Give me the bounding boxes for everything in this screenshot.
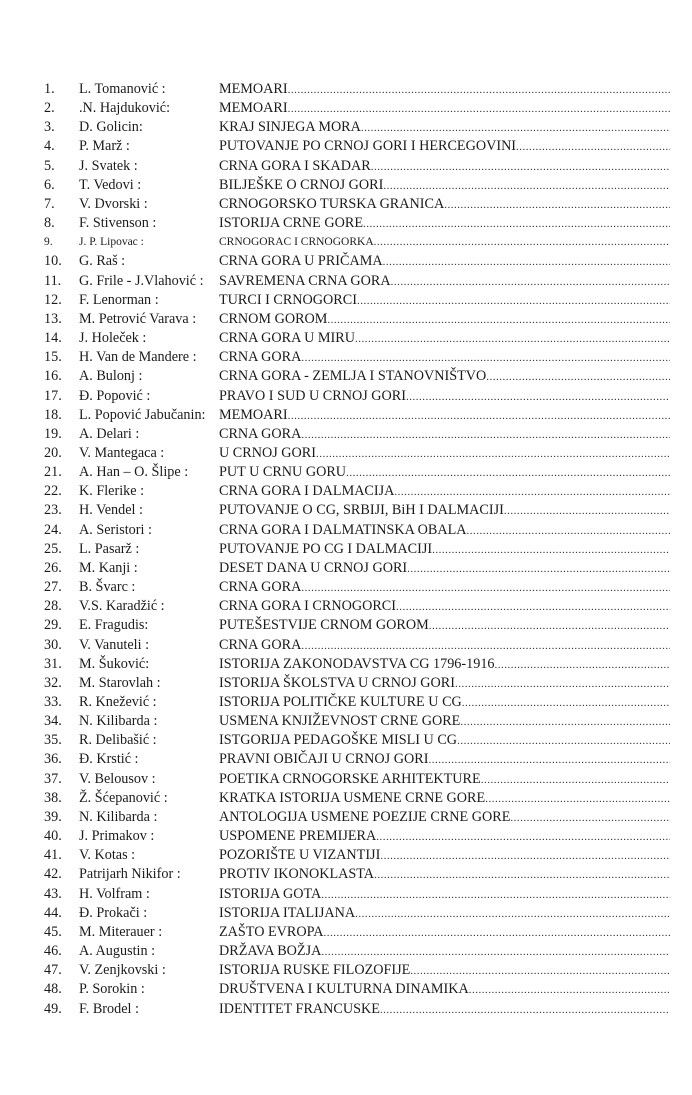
list-item — [0, 655, 692, 674]
item-title-line — [219, 540, 670, 560]
item-number: 14. — [44, 330, 62, 347]
item-author: B. Švarc : — [79, 579, 136, 596]
item-number: 26. — [44, 559, 62, 576]
list-item — [0, 789, 692, 808]
item-author: N. Kilibarda : — [79, 808, 158, 825]
item-title-line — [219, 827, 670, 847]
dot-leader — [301, 637, 670, 656]
item-number: 36. — [44, 751, 62, 768]
item-number: 16. — [44, 368, 62, 385]
dot-leader — [396, 598, 670, 617]
item-title-line — [219, 367, 670, 387]
dot-leader — [361, 119, 670, 138]
item-author: J. Holeček : — [79, 330, 147, 347]
list-item — [0, 214, 692, 233]
list-item — [0, 1000, 692, 1019]
dot-leader — [485, 790, 670, 809]
item-title-line — [219, 674, 670, 694]
dot-leader — [495, 656, 670, 675]
item-number: 46. — [44, 943, 62, 960]
book-list — [0, 80, 692, 1019]
item-number: 45. — [44, 923, 62, 940]
dot-leader — [380, 847, 670, 866]
list-item — [0, 750, 692, 769]
item-number: 49. — [44, 1000, 62, 1017]
item-title-line — [219, 252, 670, 272]
item-author: A. Han – O. Šlipe : — [79, 464, 189, 481]
item-title: CRNA GORA U MIRU — [219, 330, 355, 347]
item-number: 1. — [44, 81, 55, 97]
item-number: 22. — [44, 483, 62, 500]
item-title: KRATKA ISTORIJA USMENE CRNE GORE — [219, 789, 486, 806]
item-title: ISTORIJA ŠKOLSTVA U CRNOJ GORI — [219, 674, 455, 691]
dot-leader — [406, 388, 670, 407]
list-item — [0, 137, 692, 156]
item-title-line — [219, 655, 670, 675]
item-title: IDENTITET FRANCUSKE — [219, 1000, 380, 1017]
item-title-line — [219, 712, 670, 732]
item-title: CRNOGORAC I CRNOGORKA — [219, 236, 374, 249]
dot-leader — [457, 732, 670, 751]
item-title: ISTORIJA GOTA — [219, 885, 322, 902]
list-item — [0, 923, 692, 942]
dot-leader — [410, 962, 670, 981]
item-number: 37. — [44, 770, 62, 787]
item-title-line — [219, 463, 670, 483]
item-title: USPOMENE PREMIJERA — [219, 828, 377, 845]
item-author: P. Marž : — [79, 138, 130, 155]
item-title: TURCI I CRNOGORCI — [219, 291, 357, 308]
dot-leader — [481, 771, 670, 790]
item-title-line — [219, 214, 670, 234]
item-number: 6. — [44, 176, 55, 193]
dot-leader — [486, 368, 670, 387]
item-title-line — [219, 387, 670, 407]
list-item — [0, 291, 692, 310]
list-item — [0, 233, 692, 252]
item-number: 3. — [44, 119, 55, 136]
dot-leader — [516, 138, 670, 157]
item-title: CRNA GORA I CRNOGORCI — [219, 598, 396, 615]
item-number: 9. — [44, 236, 53, 249]
dot-leader — [355, 330, 670, 349]
item-title-line — [219, 865, 670, 885]
list-item — [0, 885, 692, 904]
dot-leader — [407, 560, 670, 579]
item-author: R. Knežević : — [79, 694, 157, 710]
item-author: .N. Hajduković: — [79, 100, 171, 117]
dot-leader — [455, 675, 670, 694]
list-item — [0, 80, 692, 99]
item-title: KRAJ SINJEGA MORA — [219, 119, 361, 136]
item-title-line — [219, 942, 670, 962]
list-item — [0, 865, 692, 884]
item-title: PRAVNI OBIČAJI U CRNOJ GORI — [219, 751, 429, 768]
item-title: DRŽAVA BOŽJA — [219, 943, 322, 960]
list-item — [0, 406, 692, 425]
dot-leader — [510, 809, 670, 828]
dot-leader — [321, 943, 670, 962]
dot-leader — [301, 426, 670, 445]
item-title: PUTOVANJE O CG, SRBIJI, BiH I DALMACIJI — [219, 502, 504, 519]
dot-leader — [371, 158, 670, 177]
list-item — [0, 272, 692, 291]
list-item — [0, 463, 692, 482]
item-author: F. Brodel : — [79, 1000, 139, 1017]
dot-leader — [380, 1001, 670, 1020]
item-title-line — [219, 885, 670, 905]
item-author: L. Tomanović : — [79, 81, 166, 97]
item-author: A. Delari : — [79, 425, 140, 442]
dot-leader — [444, 196, 670, 215]
dot-leader — [301, 349, 670, 368]
item-title: PRAVO I SUD U CRNOJ GORI — [219, 387, 406, 404]
item-author: A. Bulonj : — [79, 368, 143, 385]
item-author: F. Stivenson : — [79, 215, 157, 232]
item-number: 20. — [44, 444, 62, 461]
item-title: U CRNOJ GORI — [219, 444, 316, 461]
item-author: L. Pasarž : — [79, 540, 140, 557]
list-item — [0, 559, 692, 578]
item-author: V. Dvorski : — [79, 195, 148, 212]
item-title-line — [219, 99, 670, 119]
item-number: 24. — [44, 521, 62, 538]
item-title-line — [219, 923, 670, 943]
item-title: MEMOARI — [219, 406, 288, 423]
item-author: H. Vendel : — [79, 502, 143, 519]
item-title: PUTOVANJE PO CRNOJ GORI I HERCEGOVINI — [219, 138, 517, 155]
item-title-line — [219, 789, 670, 809]
item-number: 34. — [44, 713, 62, 730]
item-title: CRNOGORSKO TURSKA GRANICA — [219, 195, 445, 212]
item-number: 10. — [44, 253, 62, 270]
item-number: 32. — [44, 674, 62, 691]
list-item — [0, 501, 692, 520]
item-number: 23. — [44, 502, 62, 519]
item-title: ISTGORIJA PEDAGOŠKE MISLI U CG — [219, 732, 458, 749]
item-number: 4. — [44, 138, 55, 155]
item-title: CRNA GORA - ZEMLJA I STANOVNIŠTVO — [219, 368, 487, 385]
item-author: V. Zenjkovski : — [79, 962, 166, 979]
list-item — [0, 942, 692, 961]
dot-leader — [432, 541, 670, 560]
item-title-line — [219, 80, 670, 100]
item-title-line — [219, 406, 670, 426]
item-number: 5. — [44, 157, 55, 174]
item-number: 2. — [44, 100, 55, 117]
item-title: ANTOLOGIJA USMENE POEZIJE CRNE GORE — [219, 808, 511, 825]
item-title: ZAŠTO EVROPA — [219, 923, 324, 940]
item-number: 7. — [44, 195, 55, 212]
item-title-line — [219, 233, 670, 252]
item-author: Đ. Prokači : — [79, 904, 148, 921]
list-item — [0, 731, 692, 750]
item-author: M. Petrović Varava : — [79, 310, 197, 327]
list-item — [0, 157, 692, 176]
item-title-line — [219, 559, 670, 579]
item-author: V. Vanuteli : — [79, 636, 150, 653]
dot-leader — [394, 483, 670, 502]
list-item — [0, 770, 692, 789]
item-number: 15. — [44, 349, 62, 366]
list-item — [0, 616, 692, 635]
item-title: DESET DANA U CRNOJ GORI — [219, 559, 408, 576]
item-title-line — [219, 521, 670, 541]
list-item — [0, 425, 692, 444]
item-title-line — [219, 636, 670, 656]
dot-leader — [363, 215, 670, 234]
item-number: 18. — [44, 406, 62, 423]
item-title-line — [219, 597, 670, 617]
item-author: V.S. Karadžić : — [79, 598, 165, 615]
item-number: 28. — [44, 598, 62, 615]
list-item — [0, 482, 692, 501]
item-title: ISTORIJA CRNE GORE — [219, 215, 363, 232]
item-title: PROTIV IKONOKLASTA — [219, 866, 375, 883]
item-title-line — [219, 846, 670, 866]
list-item — [0, 904, 692, 923]
dot-leader — [383, 177, 670, 196]
item-title-line — [219, 444, 670, 464]
item-number: 38. — [44, 789, 62, 806]
item-title: SAVREMENA CRNA GORA — [219, 272, 391, 289]
item-title: CRNA GORA — [219, 636, 302, 653]
item-number: 12. — [44, 291, 62, 308]
item-title-line — [219, 291, 670, 311]
item-title: CRNA GORA — [219, 425, 302, 442]
item-number: 8. — [44, 215, 55, 232]
list-item — [0, 712, 692, 731]
item-number: 27. — [44, 579, 62, 596]
item-number: 11. — [44, 272, 62, 289]
item-title-line — [219, 482, 670, 502]
item-title-line — [219, 425, 670, 445]
item-author: Ž. Šćepanović : — [79, 789, 168, 806]
item-title-line — [219, 980, 670, 1000]
list-item — [0, 674, 692, 693]
item-title-line — [219, 1000, 670, 1020]
item-author: G. Frile - J.Vlahović : — [79, 272, 204, 289]
item-number: 31. — [44, 655, 62, 672]
item-title-line — [219, 310, 670, 330]
item-title: CRNA GORA — [219, 349, 302, 366]
item-title-line — [219, 961, 670, 981]
item-author: M. Šuković: — [79, 655, 150, 672]
item-title: ISTORIJA POLITIČKE KULTURE U CG — [219, 694, 462, 710]
item-title: PUTEŠESTVIJE CRNOM GOROM — [219, 617, 429, 634]
item-author: R. Delibašić : — [79, 732, 157, 749]
item-title-line — [219, 731, 670, 751]
item-author: Đ. Krstić : — [79, 751, 139, 768]
item-title: PUT U CRNU GORU — [219, 464, 347, 481]
item-title: MEMOARI — [219, 81, 288, 97]
item-title-line — [219, 808, 670, 828]
item-number: 13. — [44, 310, 62, 327]
item-number: 33. — [44, 694, 62, 710]
dot-leader — [321, 886, 670, 905]
item-author: M. Starovlah : — [79, 674, 161, 691]
item-author: E. Fragudis: — [79, 617, 149, 634]
item-number: 19. — [44, 425, 62, 442]
item-number: 41. — [44, 847, 62, 864]
item-author: A. Seristori : — [79, 521, 152, 538]
item-author: D. Golicin: — [79, 119, 143, 136]
list-item — [0, 387, 692, 406]
item-author: V. Mantegaca : — [79, 444, 165, 461]
item-author: M. Kanji : — [79, 559, 138, 576]
item-title-line — [219, 272, 670, 292]
item-title-line — [219, 157, 670, 177]
item-number: 43. — [44, 885, 62, 902]
item-author: J. Primakov : — [79, 828, 155, 845]
list-item — [0, 827, 692, 846]
item-title: CRNA GORA I DALMACIJA — [219, 483, 395, 500]
dot-leader — [357, 292, 670, 311]
item-title-line — [219, 616, 670, 636]
item-author: G. Raš : — [79, 253, 126, 270]
item-author: M. Miterauer : — [79, 923, 163, 940]
list-item — [0, 329, 692, 348]
item-title: POZORIŠTE U VIZANTIJI — [219, 847, 381, 864]
item-author: V. Kotas : — [79, 847, 136, 864]
item-title: ISTORIJA ZAKONODAVSTVA CG 1796-1916 — [219, 655, 495, 672]
item-number: 29. — [44, 617, 62, 634]
dot-leader — [504, 502, 670, 521]
list-item — [0, 961, 692, 980]
item-title: ISTORIJA ITALIJANA — [219, 904, 356, 921]
list-item — [0, 176, 692, 195]
item-number: 35. — [44, 732, 62, 749]
dot-leader — [327, 311, 670, 330]
item-title: BILJEŠKE O CRNOJ GORI — [219, 176, 384, 193]
dot-leader — [428, 751, 670, 770]
item-author: T. Vedovi : — [79, 176, 142, 193]
item-title-line — [219, 176, 670, 196]
item-number: 25. — [44, 540, 62, 557]
item-title: CRNOM GOROM — [219, 310, 328, 327]
list-item — [0, 846, 692, 865]
item-author: L. Popović Jabučanin: — [79, 406, 206, 423]
list-item — [0, 578, 692, 597]
item-title-line — [219, 329, 670, 349]
item-title: USMENA KNJIŽEVNOST CRNE GORE — [219, 713, 461, 730]
item-author: F. Lenorman : — [79, 291, 159, 308]
item-number: 21. — [44, 464, 62, 481]
list-item — [0, 310, 692, 329]
item-title-line — [219, 904, 670, 924]
item-title: CRNA GORA — [219, 579, 302, 596]
list-item — [0, 444, 692, 463]
dot-leader — [301, 579, 670, 598]
dot-leader — [469, 981, 670, 1000]
item-number: 17. — [44, 387, 62, 404]
dot-leader — [383, 253, 670, 272]
item-title: ISTORIJA RUSKE FILOZOFIJE — [219, 962, 411, 979]
item-title: POETIKA CRNOGORSKE ARHITEKTURE — [219, 770, 481, 787]
item-author: V. Belousov : — [79, 770, 156, 787]
item-author: J. P. Lipovac : — [79, 236, 144, 249]
item-title: CRNA GORA I DALMATINSKA OBALA — [219, 521, 467, 538]
list-item — [0, 99, 692, 118]
dot-leader — [288, 100, 670, 119]
item-author: H. Van de Mandere : — [79, 349, 197, 366]
item-author: P. Sorokin : — [79, 981, 145, 998]
dot-leader — [460, 713, 670, 732]
item-title-line — [219, 750, 670, 770]
dot-leader — [376, 828, 670, 847]
list-item — [0, 693, 692, 712]
item-number: 30. — [44, 636, 62, 653]
dot-leader — [288, 407, 670, 426]
list-item — [0, 980, 692, 999]
item-title: CRNA GORA I SKADAR — [219, 157, 371, 174]
item-author: K. Flerike : — [79, 483, 145, 500]
dot-leader — [467, 522, 670, 541]
item-number: 47. — [44, 962, 62, 979]
item-author: Patrijarh Nikifor : — [79, 866, 181, 883]
item-author: J. Svatek : — [79, 157, 138, 174]
item-number: 44. — [44, 904, 62, 921]
item-title: MEMOARI — [219, 100, 288, 117]
item-number: 48. — [44, 981, 62, 998]
list-item — [0, 118, 692, 137]
item-title-line — [219, 118, 670, 138]
dot-leader — [346, 464, 670, 483]
item-number: 42. — [44, 866, 62, 883]
item-title-line — [219, 578, 670, 598]
item-title: DRUŠTVENA I KULTURNA DINAMIKA — [219, 981, 469, 998]
list-item — [0, 348, 692, 367]
dot-leader — [355, 905, 670, 924]
dot-leader — [288, 81, 670, 100]
item-title-line — [219, 137, 670, 157]
list-item — [0, 808, 692, 827]
list-item — [0, 367, 692, 386]
item-author: Đ. Popović : — [79, 387, 151, 404]
item-author: N. Kilibarda : — [79, 713, 158, 730]
item-title-line — [219, 348, 670, 368]
list-item — [0, 521, 692, 540]
item-number: 40. — [44, 828, 62, 845]
item-number: 39. — [44, 808, 62, 825]
dot-leader — [374, 866, 670, 885]
dot-leader — [316, 445, 670, 464]
dot-leader — [462, 694, 670, 713]
dot-leader — [391, 273, 670, 292]
dot-leader — [323, 924, 670, 943]
item-title: PUTOVANJE PO CG I DALMACIJI — [219, 540, 433, 557]
dot-leader — [374, 233, 670, 252]
list-item — [0, 252, 692, 271]
item-title-line — [219, 501, 670, 521]
item-title-line — [219, 693, 670, 713]
dot-leader — [429, 617, 670, 636]
list-item — [0, 195, 692, 214]
item-title-line — [219, 195, 670, 215]
list-item — [0, 636, 692, 655]
list-item — [0, 540, 692, 559]
item-author: A. Augustin : — [79, 943, 156, 960]
item-title: CRNA GORA U PRIČAMA — [219, 253, 383, 270]
list-item — [0, 597, 692, 616]
item-title-line — [219, 770, 670, 790]
item-author: H. Volfram : — [79, 885, 150, 902]
